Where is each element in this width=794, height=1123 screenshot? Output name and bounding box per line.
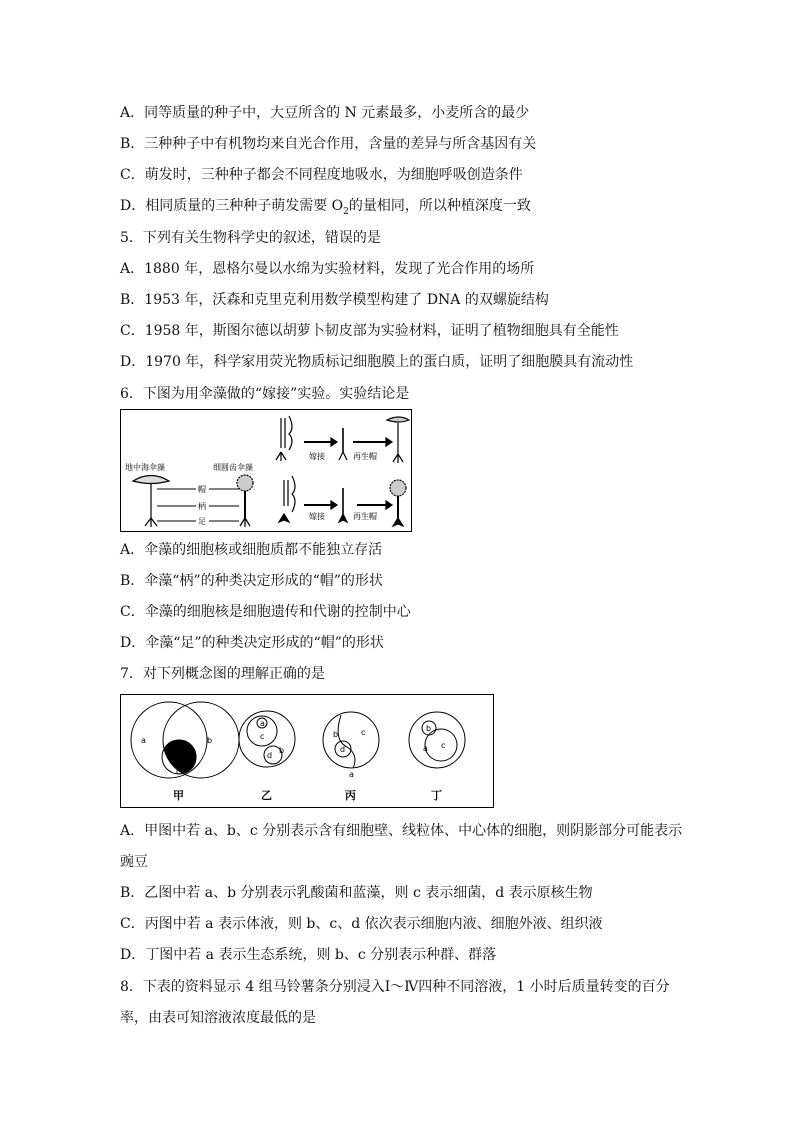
yi-label-a: a [260,719,265,728]
concept-diagrams-figure [120,694,494,808]
ding-label-a: a [423,744,428,753]
ding-label-b: b [426,724,432,733]
caption-bing: 丙 [345,789,356,802]
label-regen-top: 再生帽 [353,452,377,461]
q5-option-c: C．1958 年，斯图尔德以胡萝卜韧皮部为实验材料，证明了植物细胞具有全能性 [120,323,619,339]
caption-yi: 乙 [261,789,272,802]
bing-label-b: b [333,730,339,739]
q5-option-d: D．1970 年，科学家用荧光物质标记细胞膜上的蛋白质，证明了细胞膜具有流动性 [120,354,634,370]
label-graft-bottom: 嫁接 [309,512,325,521]
q4-option-c: C．萌发时，三种种子都会不同程度地吸水，为细胞呼吸创造条件 [120,167,523,183]
diagram-bing [323,712,379,768]
q8-stem-line2: 率，由表可知溶液浓度最低的是 [120,1010,316,1026]
label-regen-bottom: 再生帽 [353,512,377,521]
yi-label-b: b [279,746,285,755]
q7-option-c: C．丙图中若 a 表示体液，则 b、c、d 依次表示细胞内液、细胞外液、组织液 [120,916,603,932]
q8-stem-line1: 8．下表的资料显示 4 组马铃薯条分别浸入Ⅰ～Ⅳ四种不同溶液，1 小时后质量转变的百分 [120,979,670,995]
q4-option-d-pre: D．相同质量的三种种子萌发需要 O [120,198,344,214]
label-stalk: 柄 [198,502,206,511]
yi-label-c: c [260,732,265,741]
q7-option-b: B．乙图中若 a、b 分别表示乳酸菌和蓝藻，则 c 表示细菌，d 表示原核生物 [120,885,593,901]
q6-option-a: A．伞藻的细胞核或细胞质都不能独立存活 [120,542,383,558]
q5-option-a: A．1880 年，恩格尔曼以水绵为实验材料，发现了光合作用的场所 [120,261,535,277]
label-cap: 帽 [198,485,206,494]
q5-stem: 5．下列有关生物科学史的叙述，错误的是 [120,230,381,246]
diagram-jia [131,702,239,778]
q6-option-d: D．伞藻“足”的种类决定形成的“帽”的形状 [120,635,384,651]
q7-option-a-line1: A．甲图中若 a、b、c 分别表示含有细胞壁、线粒体、中心体的细胞，则阴影部分可能表示 [120,823,683,839]
q7-option-a-line2: 豌豆 [120,854,148,870]
q7-option-d: D．丁图中若 a 表示生态系统，则 b、c 分别表示种群、群落 [120,947,497,963]
yi-label-d: d [267,751,273,760]
q6-option-b: B．伞藻“柄”的种类决定形成的“帽”的形状 [120,573,383,589]
graft-row-bottom [279,476,406,526]
jia-label-b: b [207,736,213,745]
q4-option-d-post: 的量相同，所以种植深度一致 [348,198,531,214]
bing-label-d: d [340,745,346,754]
q4-option-d-sub: 2 [343,206,349,217]
caption-jia: 甲 [173,789,184,802]
caption-ding: 丁 [431,789,442,802]
q4-option-b: B．三种种子中有机物均来自光合作用，含量的差异与所含基因有关 [120,136,537,152]
label-foot: 足 [198,517,206,526]
bing-label-c: c [361,728,366,737]
q5-option-b: B．1953 年，沃森和克里克利用数学模型构建了 DNA 的双螺旋结构 [120,292,549,308]
q4-option-a: A．同等质量的种子中，大豆所含的 N 元素最多，小麦所含的最少 [120,105,530,121]
jia-label-a: a [141,736,146,745]
q4-option-d [120,196,531,222]
ding-label-c: c [441,741,446,750]
diagram-ding [409,712,465,768]
bing-label-a: a [349,770,354,779]
jia-label-c: c [176,767,181,776]
q6-stem: 6．下图为用伞藻做的“嫁接”实验。实验结论是 [120,386,410,402]
label-left-species: 地中海伞藻 [125,463,165,472]
label-right-species: 细圆齿伞藻 [213,463,253,472]
label-graft-top: 嫁接 [309,452,325,461]
graft-row-top [276,416,409,463]
crenulata-organism [237,475,253,527]
acetabularia-graft-figure [120,409,412,532]
q7-stem: 7．对下列概念图的理解正确的是 [120,666,325,682]
q6-option-c: C．伞藻的细胞核是细胞遗传和代谢的控制中心 [120,604,411,620]
mediterranea-organism [133,476,169,528]
